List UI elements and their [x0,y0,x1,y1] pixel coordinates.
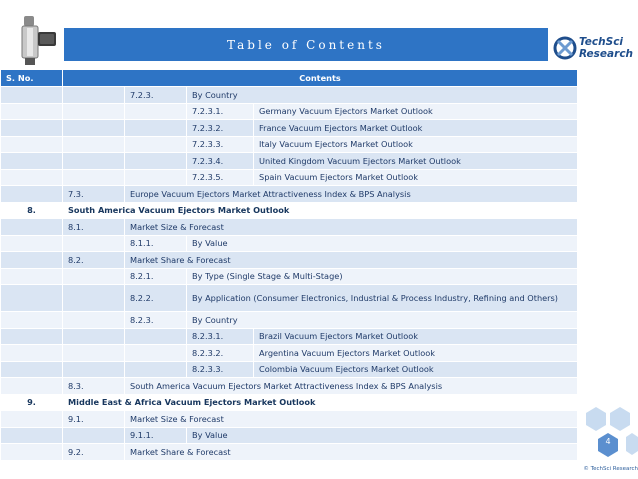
table-cell: South America Vacuum Ejectors Market Attractiveness Index & BPS Analysis [125,378,578,395]
table-cell-empty [125,345,187,362]
table-row [1,268,578,285]
table-row [1,394,578,411]
table-cell-empty [1,411,63,428]
table-cell: 8.2.3.3. [187,361,254,378]
table-row [1,103,578,120]
table-cell: By Application (Consumer Electronics, Industrial & Process Industry, Refining and Others) [187,285,578,312]
page-title: Table of Contents [227,37,385,52]
table-cell-empty [63,328,125,345]
table-cell: 9.2. [63,444,125,461]
table-cell: Brazil Vacuum Ejectors Market Outlook [254,328,578,345]
table-cell-empty [1,378,63,395]
table-row [1,169,578,186]
table-cell: 9. [1,394,63,411]
table-cell: 7.3. [63,186,125,203]
table-cell-empty [125,120,187,137]
table-cell-empty [63,169,125,186]
table-cell: France Vacuum Ejectors Market Outlook [254,120,578,137]
table-row [1,87,578,104]
table-cell: 7.2.3.3. [187,136,254,153]
table-cell: Market Share & Forecast [125,444,578,461]
table-cell-empty [1,136,63,153]
table-row [1,153,578,170]
table-cell-empty [63,235,125,252]
table-cell-empty [125,103,187,120]
table-cell: 8.2.3.2. [187,345,254,362]
table-row [1,120,578,137]
table-row [1,219,578,236]
column-header-contents: Contents [63,70,578,87]
table-cell-empty [63,268,125,285]
table-row [1,411,578,428]
table-cell-empty [1,219,63,236]
table-cell: 7.2.3.2. [187,120,254,137]
table-cell: 7.2.3.5. [187,169,254,186]
table-cell-empty [1,285,63,312]
table-cell-empty [1,328,63,345]
table-cell-empty [1,361,63,378]
table-cell-empty [63,361,125,378]
table-cell: Spain Vacuum Ejectors Market Outlook [254,169,578,186]
techsci-logo [553,30,635,66]
table-cell-empty [63,312,125,329]
table-row [1,361,578,378]
table-cell-empty [1,153,63,170]
table-cell: South America Vacuum Ejectors Market Outlook [63,202,578,219]
table-cell: By Country [187,87,578,104]
table-cell-empty [125,361,187,378]
table-cell: 8. [1,202,63,219]
table-cell: Market Share & Forecast [125,252,578,269]
table-cell: 9.1.1. [125,427,187,444]
table-row [1,186,578,203]
table-row [1,202,578,219]
page-number: 4 [605,437,611,446]
table-cell-empty [63,153,125,170]
table-cell: 8.2.2. [125,285,187,312]
table-cell-empty [1,87,63,104]
table-cell-empty [1,427,63,444]
table-cell: Colombia Vacuum Ejectors Market Outlook [254,361,578,378]
table-cell: Europe Vacuum Ejectors Market Attractiveness Index & BPS Analysis [125,186,578,203]
table-cell-empty [63,345,125,362]
vacuum-ejector-product-image [18,14,62,66]
table-cell: Argentina Vacuum Ejectors Market Outlook [254,345,578,362]
column-header-sno: S. No. [1,70,63,87]
table-cell-empty [1,268,63,285]
table-cell-empty [1,312,63,329]
table-cell-empty [125,328,187,345]
techsci-emblem-icon [553,33,577,63]
table-cell: By Type (Single Stage & Multi-Stage) [187,268,578,285]
table-row [1,312,578,329]
table-cell: 8.2. [63,252,125,269]
table-cell: Germany Vacuum Ejectors Market Outlook [254,103,578,120]
table-cell-empty [1,444,63,461]
table-row [1,378,578,395]
table-cell: 7.2.3.1. [187,103,254,120]
table-cell: Middle East & Africa Vacuum Ejectors Market Outlook [63,394,578,411]
table-cell: 7.2.3.4. [187,153,254,170]
table-cell: United Kingdom Vacuum Ejectors Market Outlook [254,153,578,170]
table-cell-empty [125,169,187,186]
table-cell: Market Size & Forecast [125,411,578,428]
table-cell-empty [1,120,63,137]
table-cell: 8.3. [63,378,125,395]
table-cell-empty [125,153,187,170]
table-row [1,235,578,252]
table-cell: By Country [187,312,578,329]
table-cell-empty [63,120,125,137]
table-cell-empty [1,345,63,362]
table-cell: Italy Vacuum Ejectors Market Outlook [254,136,578,153]
table-header-row [1,70,578,87]
table-cell-empty [63,285,125,312]
table-cell: Market Size & Forecast [125,219,578,236]
contents-table [0,69,578,461]
table-cell: By Value [187,427,578,444]
table-cell: 7.2.3. [125,87,187,104]
table-cell: 8.1. [63,219,125,236]
table-cell-empty [63,103,125,120]
table-cell-empty [63,136,125,153]
table-cell-empty [1,169,63,186]
table-row [1,345,578,362]
table-row [1,252,578,269]
table-cell-empty [1,103,63,120]
table-cell: 9.1. [63,411,125,428]
table-cell-empty [63,427,125,444]
table-cell: By Value [187,235,578,252]
table-cell-empty [1,186,63,203]
table-row [1,427,578,444]
table-cell: 8.2.3.1. [187,328,254,345]
table-row [1,285,578,312]
table-row [1,328,578,345]
table-cell: 8.1.1. [125,235,187,252]
table-cell-empty [125,136,187,153]
table-cell: 8.2.3. [125,312,187,329]
table-cell: 8.2.1. [125,268,187,285]
techsci-wordmark: TechSci Research [579,36,634,60]
table-cell-empty [1,235,63,252]
table-cell-empty [1,252,63,269]
table-row [1,444,578,461]
copyright-notice: © TechSci Research [583,466,638,472]
hexagon-decoration [580,405,638,461]
table-cell-empty [63,87,125,104]
table-row [1,136,578,153]
